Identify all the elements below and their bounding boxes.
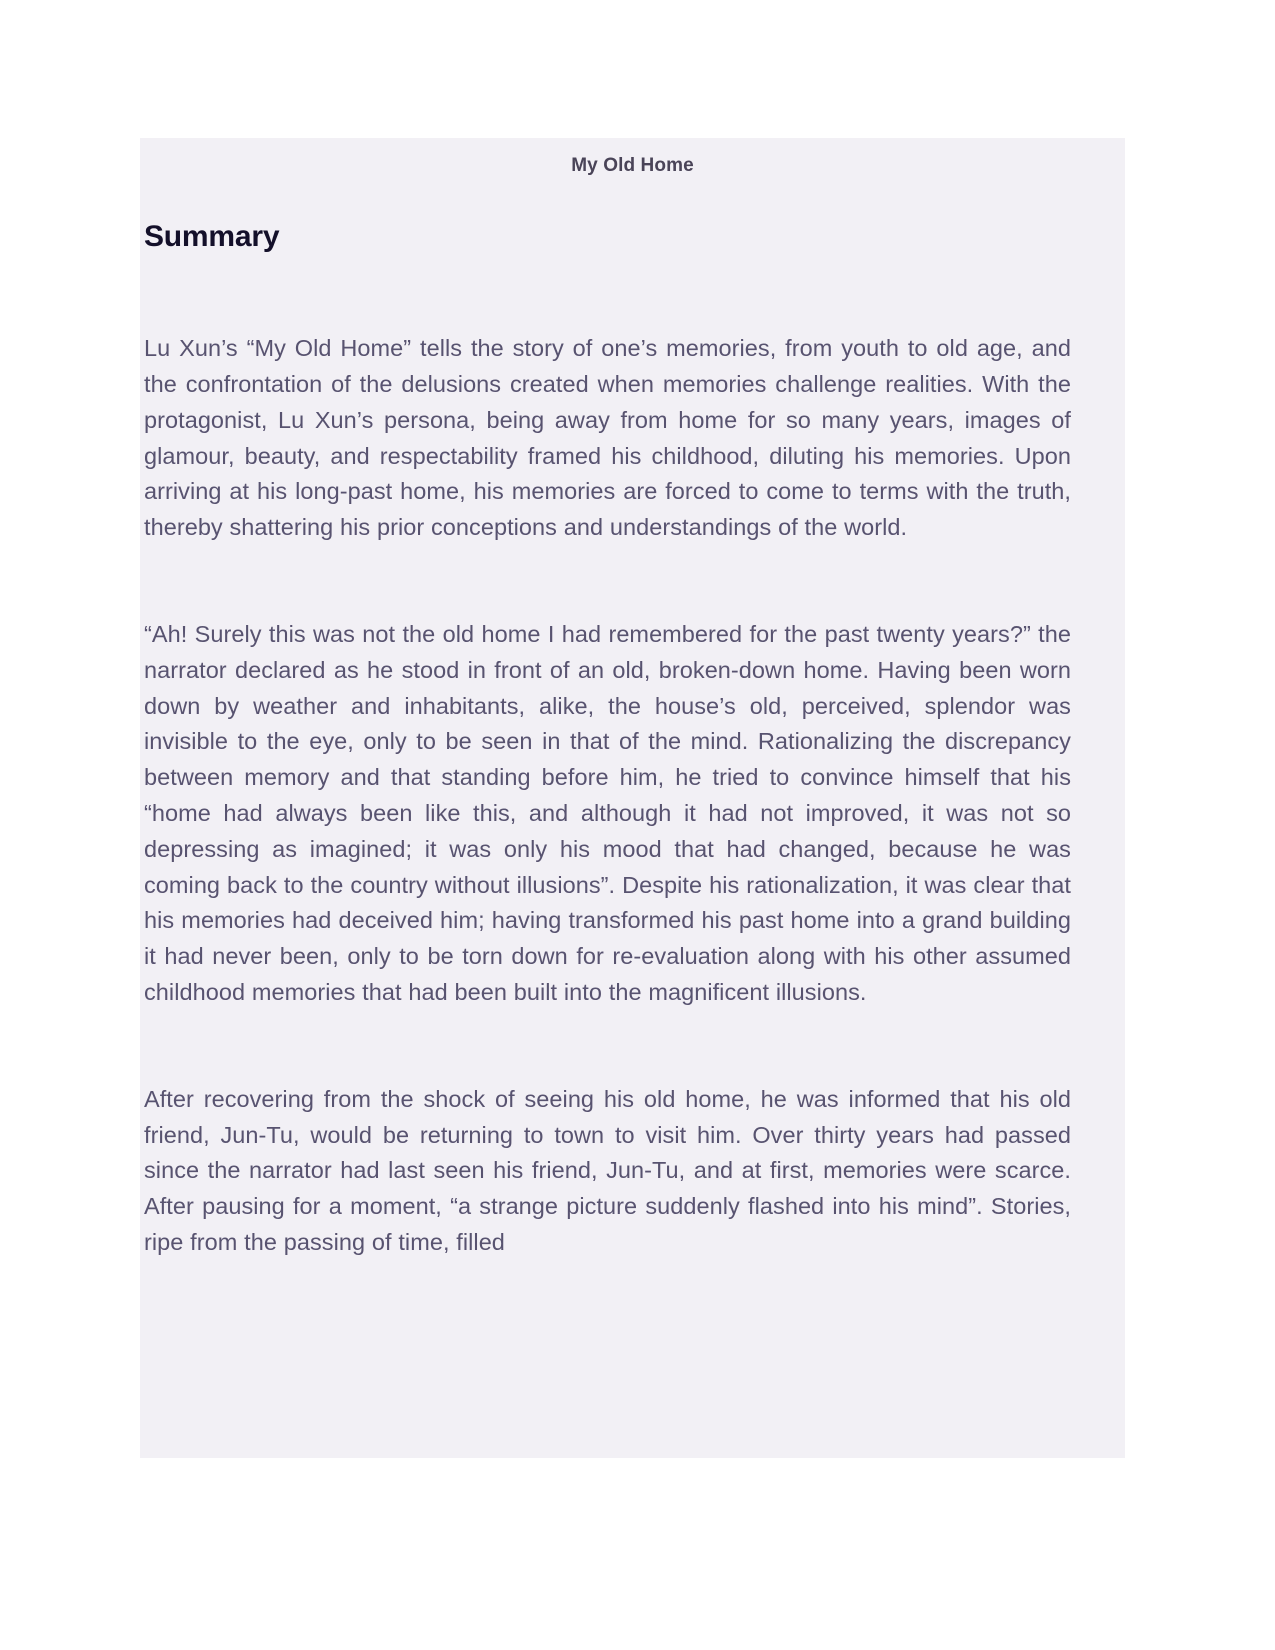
heading-body-spacer	[142, 254, 1123, 331]
paragraph-2: “Ah! Surely this was not the old home I had remembered for the past twenty years?” the narrator declared as he stood in front of an old, broken-down home. Having been worn down by weather and inhabitants, alike, the house’s old, perceived, splendor was invisible to the eye, only to be seen in that of the mind. Rationalizing the discrepancy between memory and that standing before him, he tried to convince himself that his “home had always been like this, and although it had not improved, it was not so depressing as imagined; it was only his mood that had changed, because he was coming back to the country without illusions”. Despite his rationalization, it was clear that his memories had deceived him; having transformed his past home into a grand building it had never been, only to be torn down for re-evaluation along with his other assumed childhood memories that had been built into the magnificent illusions.	[144, 621, 1071, 1006]
paragraph-spacer-2	[142, 1011, 1123, 1082]
section-heading-summary: Summary	[144, 219, 280, 253]
paragraph-spacer-1	[142, 546, 1123, 617]
document-title: My Old Home	[571, 155, 694, 176]
paragraph-1: Lu Xun’s “My Old Home” tells the story of one’s memories, from youth to old age, and the confrontation of the delusions created when memories challenge realities. With the protagonist, Lu Xun’s persona, being away from home for so many years, images of glamour, beauty, and respectability framed his childhood, diluting his memories. Upon arriving at his long-past home, his memories are forced to come to terms with the truth, thereby shattering his prior conceptions and understandings of the world.	[144, 335, 1071, 541]
paragraph-3: After recovering from the shock of seeing his old home, he was informed that his old friend, Jun-Tu, would be returning to town to visit him. Over thirty years had passed since the narrator had last seen his friend, Jun-Tu, and at first, memories were scarce. After pausing for a moment, “a strange picture suddenly flashed into his mind”. Stories, ripe from the passing of time, filled	[144, 1085, 1071, 1256]
document-content-block	[140, 138, 1125, 1458]
